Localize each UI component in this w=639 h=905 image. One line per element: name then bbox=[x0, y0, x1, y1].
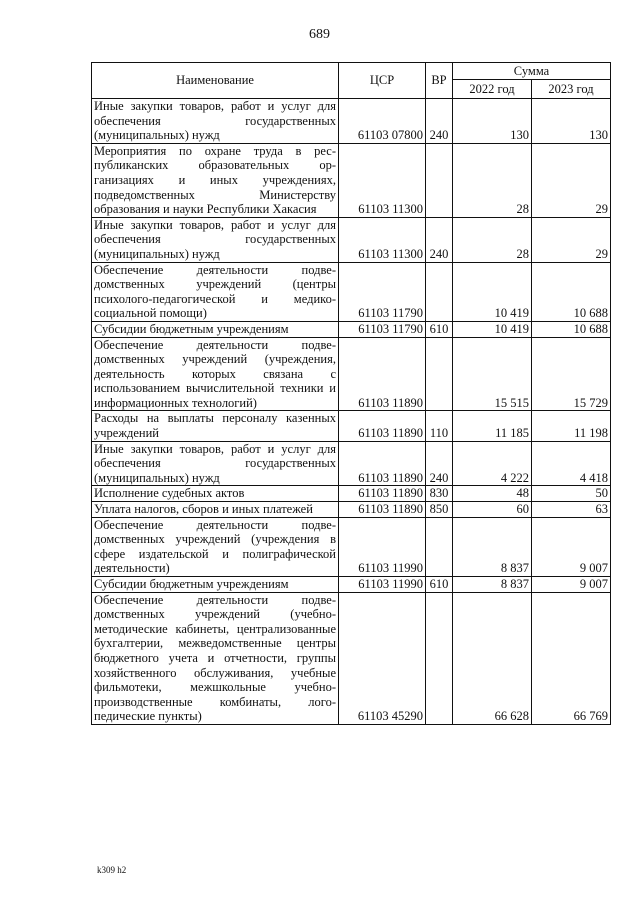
row-name-cell: Субсидии бюджетным учреждениям bbox=[92, 321, 339, 337]
row-amount-2023-cell: 66 769 bbox=[532, 592, 611, 724]
row-amount-2023-cell: 10 688 bbox=[532, 321, 611, 337]
row-amount-2023-cell: 15 729 bbox=[532, 337, 611, 411]
table-row bbox=[92, 592, 611, 724]
row-vr-cell bbox=[426, 517, 453, 576]
table-row bbox=[92, 321, 611, 337]
column-header-sum: Сумма bbox=[453, 63, 611, 80]
row-name-cell: Иные закупки товаров, работ и услуг для обеспечения государственных (муниципальных) нужд bbox=[92, 441, 339, 486]
table-row bbox=[92, 502, 611, 518]
row-csr-cell: 61103 11790 bbox=[339, 262, 426, 321]
row-amount-2022-cell: 10 419 bbox=[453, 262, 532, 321]
table-header bbox=[92, 63, 611, 99]
table-row bbox=[92, 217, 611, 262]
table-row bbox=[92, 486, 611, 502]
footer-code: k309 h2 bbox=[97, 865, 127, 875]
row-name-cell: Субсидии бюджетным учреждениям bbox=[92, 577, 339, 593]
table-row bbox=[92, 441, 611, 486]
row-amount-2023-cell: 9 007 bbox=[532, 577, 611, 593]
row-vr-cell bbox=[426, 143, 453, 217]
row-amount-2022-cell: 28 bbox=[453, 143, 532, 217]
row-amount-2022-cell: 48 bbox=[453, 486, 532, 502]
row-vr-cell: 110 bbox=[426, 411, 453, 441]
row-amount-2022-cell: 60 bbox=[453, 502, 532, 518]
table-row bbox=[92, 99, 611, 144]
row-name-cell: Обеспечение деятельности подведомственных учреждений (учреждения в сфере издательской и полиграфической деятельности) bbox=[92, 517, 339, 576]
row-amount-2022-cell: 8 837 bbox=[453, 517, 532, 576]
row-vr-cell: 240 bbox=[426, 441, 453, 486]
row-amount-2023-cell: 50 bbox=[532, 486, 611, 502]
row-csr-cell: 61103 11890 bbox=[339, 441, 426, 486]
row-amount-2023-cell: 63 bbox=[532, 502, 611, 518]
row-name-cell: Уплата налогов, сборов и иных платежей bbox=[92, 502, 339, 518]
row-amount-2022-cell: 66 628 bbox=[453, 592, 532, 724]
row-csr-cell: 61103 11890 bbox=[339, 337, 426, 411]
row-amount-2022-cell: 4 222 bbox=[453, 441, 532, 486]
row-amount-2022-cell: 11 185 bbox=[453, 411, 532, 441]
row-csr-cell: 61103 11990 bbox=[339, 577, 426, 593]
row-vr-cell: 610 bbox=[426, 577, 453, 593]
row-amount-2022-cell: 8 837 bbox=[453, 577, 532, 593]
row-amount-2023-cell: 10 688 bbox=[532, 262, 611, 321]
row-name-cell: Исполнение судебных актов bbox=[92, 486, 339, 502]
column-header-year-2022: 2022 год bbox=[453, 80, 532, 99]
row-vr-cell: 850 bbox=[426, 502, 453, 518]
table-row bbox=[92, 337, 611, 411]
row-name-cell: Обеспечение деятельности подведомственных учреждений (учебно-методические кабинеты, централизованные бухгалтерии, межведомственные центры бюджетного учета и отчетности, группы хозяйственного обслуживания, учебные фильмотеки, межшкольные учебно-производственные комбинаты, логопедические пункты) bbox=[92, 592, 339, 724]
row-vr-cell bbox=[426, 592, 453, 724]
table-row bbox=[92, 143, 611, 217]
row-amount-2022-cell: 130 bbox=[453, 99, 532, 144]
row-csr-cell: 61103 45290 bbox=[339, 592, 426, 724]
row-csr-cell: 61103 07800 bbox=[339, 99, 426, 144]
table-body bbox=[92, 99, 611, 725]
row-csr-cell: 61103 11300 bbox=[339, 217, 426, 262]
row-csr-cell: 61103 11890 bbox=[339, 502, 426, 518]
row-name-cell: Расходы на выплаты персоналу казенных учреждений bbox=[92, 411, 339, 441]
row-vr-cell bbox=[426, 337, 453, 411]
row-csr-cell: 61103 11790 bbox=[339, 321, 426, 337]
row-csr-cell: 61103 11300 bbox=[339, 143, 426, 217]
table-row bbox=[92, 262, 611, 321]
row-vr-cell: 240 bbox=[426, 217, 453, 262]
row-name-cell: Иные закупки товаров, работ и услуг для обеспечения государственных (муниципальных) нужд bbox=[92, 99, 339, 144]
row-vr-cell bbox=[426, 262, 453, 321]
row-csr-cell: 61103 11890 bbox=[339, 486, 426, 502]
row-amount-2023-cell: 4 418 bbox=[532, 441, 611, 486]
table-row bbox=[92, 411, 611, 441]
row-amount-2023-cell: 130 bbox=[532, 99, 611, 144]
row-vr-cell: 830 bbox=[426, 486, 453, 502]
page-number: 689 bbox=[309, 27, 330, 42]
row-vr-cell: 610 bbox=[426, 321, 453, 337]
table-row bbox=[92, 517, 611, 576]
row-amount-2022-cell: 28 bbox=[453, 217, 532, 262]
row-name-cell: Мероприятия по охране труда в республиканских образовательных организациях и иных учреждениях, подведомственных Министерству образования и науки Республики Хакасия bbox=[92, 143, 339, 217]
row-name-cell: Обеспечение деятельности подведомственных учреждений (учреждения, деятельность которых связана с использованием вычислительной техники и информационных технологий) bbox=[92, 337, 339, 411]
column-header-year-2023: 2023 год bbox=[532, 80, 611, 99]
column-header-name: Наименование bbox=[92, 63, 339, 99]
row-amount-2023-cell: 29 bbox=[532, 143, 611, 217]
row-amount-2023-cell: 29 bbox=[532, 217, 611, 262]
table-row bbox=[92, 577, 611, 593]
row-amount-2023-cell: 9 007 bbox=[532, 517, 611, 576]
row-amount-2022-cell: 10 419 bbox=[453, 321, 532, 337]
row-name-cell: Обеспечение деятельности подведомственных учреждений (центры психолого-педагогической и медико-социальной помощи) bbox=[92, 262, 339, 321]
column-header-vr: ВР bbox=[426, 63, 453, 99]
row-vr-cell: 240 bbox=[426, 99, 453, 144]
row-amount-2023-cell: 11 198 bbox=[532, 411, 611, 441]
row-csr-cell: 61103 11890 bbox=[339, 411, 426, 441]
row-name-cell: Иные закупки товаров, работ и услуг для обеспечения государственных (муниципальных) нужд bbox=[92, 217, 339, 262]
row-amount-2022-cell: 15 515 bbox=[453, 337, 532, 411]
row-csr-cell: 61103 11990 bbox=[339, 517, 426, 576]
column-header-csr: ЦСР bbox=[339, 63, 426, 99]
budget-table bbox=[91, 62, 611, 725]
